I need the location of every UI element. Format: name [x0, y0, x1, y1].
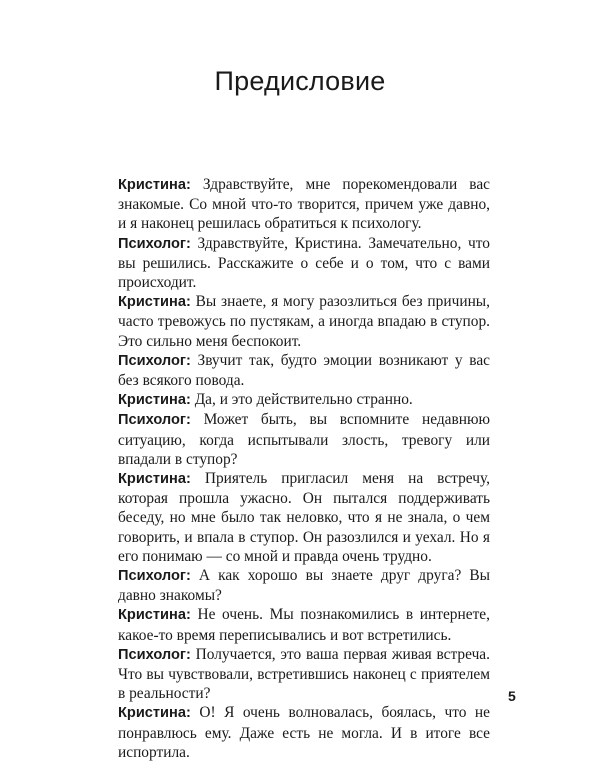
speaker-name: Кристина: [118, 471, 191, 488]
dialogue-text: О! Я очень волновалась, боялась, что не понравлюсь ему. Даже есть не могла. И в итоге все испортила. [118, 704, 490, 761]
dialogue-line [118, 469, 490, 566]
dialogue-text: Здравствуйте, Кристина. Замечательно, что вы решились. Расскажите о себе и о том, что с вами происходит. [118, 234, 490, 292]
speaker-name: Психолог: [118, 568, 191, 585]
dialogue-text: Приятель пригласил меня на встречу, которая прошла ужасно. Он пытался поддерживать беседу, но мне было так неловко, что я не знала, о чем говорить, и впала в ступор. Он разозлился и уехал. Но я его понимаю — со мной и правда очень трудно. [118, 470, 490, 565]
dialogue-text: Здравствуйте, мне порекомендовали вас знакомые. Со мной что-то творится, причем уже давно, и я наконец решилась обратиться к психологу. [118, 176, 490, 233]
speaker-name: Кристина: [118, 705, 191, 722]
dialogue-line [118, 410, 490, 469]
speaker-name: Кристина: [118, 294, 191, 311]
speaker-name: Психолог: [118, 235, 191, 252]
dialogue-text: Звучит так, будто эмоции возникают у вас без всякого повода. [118, 351, 490, 390]
speaker-name: Психолог: [118, 412, 191, 429]
dialogue-line [118, 566, 490, 605]
speaker-name: Кристина: [118, 177, 191, 193]
dialogue-line [118, 605, 490, 644]
dialogue-body [118, 175, 490, 762]
dialogue-text: Не очень. Мы познакомились в интернете, какое-то время переписывались и вот встретились. [118, 606, 490, 644]
dialogue-line [118, 175, 490, 234]
dialogue-text: Может быть, вы вспомните недавнюю ситуацию, когда испытывали злость, тревогу или впадали в ступор? [118, 411, 490, 468]
dialogue-line [118, 703, 490, 762]
dialogue-text: А как хорошо вы знаете друг друга? Вы давно знакомы? [118, 567, 490, 605]
dialogue-text: Вы знаете, я могу разозлиться без причины, часто тревожусь по пустякам, а иногда впадаю в ступор. Это сильно меня беспокоит. [118, 293, 490, 350]
page-title: Предисловие [214, 66, 386, 96]
dialogue-line [118, 234, 490, 293]
page-number: 5 [508, 688, 516, 704]
speaker-name: Кристина: [118, 392, 191, 409]
speaker-name: Психолог: [118, 352, 191, 369]
speaker-name: Кристина: [118, 607, 191, 624]
dialogue-text: Да, и это действительно странно. [194, 391, 413, 409]
dialogue-text: Получается, это ваша первая живая встреча. Что вы чувствовали, встретившись наконец с приятелем в реальности? [118, 645, 490, 703]
dialogue-line [118, 645, 490, 704]
dialogue-line [118, 292, 490, 351]
dialogue-line [118, 390, 490, 410]
dialogue-line [118, 351, 490, 390]
speaker-name: Психолог: [118, 646, 191, 663]
